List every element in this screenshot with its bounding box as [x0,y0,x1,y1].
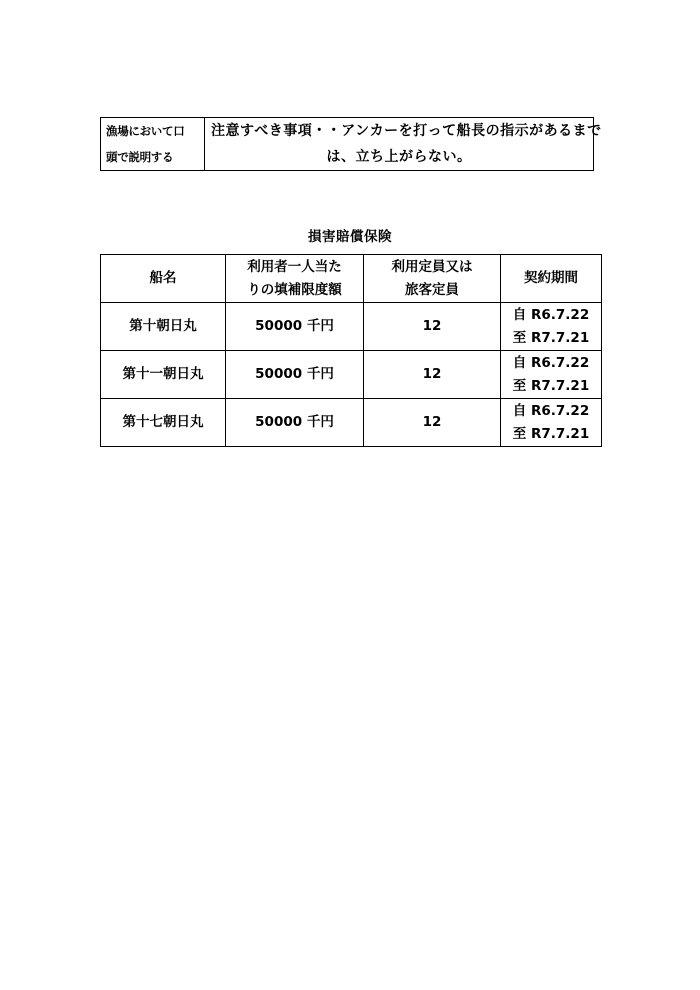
note-label-line-1: 漁場において口 [106,124,185,138]
note-row [101,118,594,171]
limit-cell: 50000 千円 [226,351,364,399]
note-content-line-1: 注意すべき事項・・アンカーを打って船長の指示があるまで [211,123,602,139]
capacity-cell: 12 [364,303,501,351]
period-cell [501,399,602,447]
insurance-title: 損害賠償保険 [308,229,392,245]
ship-name-cell: 第十一朝日丸 [101,351,226,399]
note-content-cell [205,118,602,171]
ship-name-cell: 第十朝日丸 [101,303,226,351]
period-cell [501,351,602,399]
period-cell [501,303,602,351]
header-limit-line-2: りの填補限度額 [247,281,342,298]
capacity-cell: 12 [364,351,501,399]
header-ship-name [101,255,226,303]
note-content-line-2: は、立ち上がらない。 [326,149,472,165]
period-to: 至 R7.7.21 [512,329,590,346]
header-limit-line-1: 利用者一人当た [247,258,342,275]
header-period [501,255,602,303]
table-row [101,351,602,399]
header-ship-name-line: 船名 [149,270,177,286]
note-table [100,117,602,171]
header-capacity-line-1: 利用定員又は [391,258,473,275]
header-capacity-line-2: 旅客定員 [405,281,459,298]
table-row [101,303,602,351]
table-row [101,399,602,447]
limit-cell: 50000 千円 [226,399,364,447]
period-to: 至 R7.7.21 [512,425,590,442]
header-limit [226,255,364,303]
insurance-table [100,254,602,447]
capacity-cell: 12 [364,399,501,447]
limit-cell: 50000 千円 [226,303,364,351]
note-label-line-2: 頭で説明する [106,150,174,164]
ship-name-cell: 第十七朝日丸 [101,399,226,447]
header-period-line: 契約期間 [524,270,578,286]
header-capacity [364,255,501,303]
note-label-cell [101,118,205,171]
period-from: 自 R6.7.22 [512,402,590,419]
period-from: 自 R6.7.22 [512,306,590,323]
period-from: 自 R6.7.22 [512,354,590,371]
insurance-header-row [101,255,602,303]
period-to: 至 R7.7.21 [512,377,590,394]
